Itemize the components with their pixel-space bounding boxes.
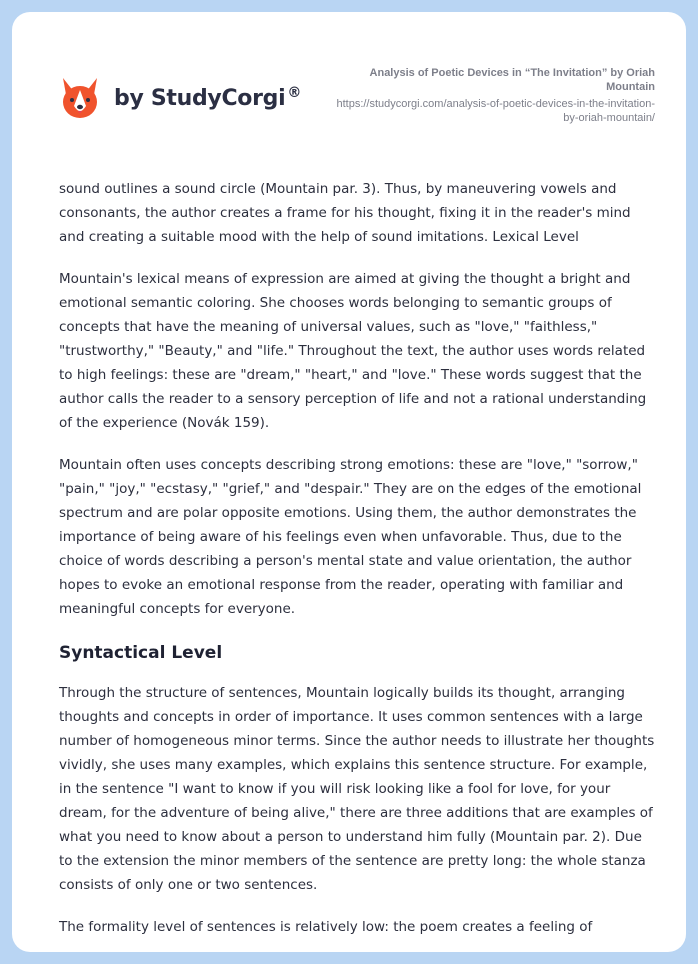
studycorgi-logo[interactable]	[60, 76, 301, 120]
document-url[interactable]: https://studycorgi.com/analysis-of-poetic-devices-in-the-invitation-by-oriah-mountain/	[336, 98, 655, 124]
brand-name: by StudyCorgi ®	[114, 85, 302, 111]
paragraph: Mountain's lexical means of expression are aimed at giving the thought a bright and emotional semantic coloring. She chooses words belonging to semantic groups of concepts that have the meaning of universal values, such as "love," "faithless," "trustworthy," "Beauty," and "life." Throughout the text, the author uses words related to high feelings: these are "dream," "heart," and "love." These words suggest that the author calls the reader to a sensory perception of life and not a rational understanding of the experience (Novák 159).	[59, 271, 647, 431]
document-page	[12, 12, 686, 952]
document-meta	[325, 66, 655, 125]
paragraph: The formality level of sentences is relatively low: the poem creates a feeling of	[59, 919, 593, 935]
document-title: Analysis of Poetic Devices in “The Invitation” by Oriah Mountain	[369, 67, 655, 93]
document-body	[59, 177, 659, 952]
corgi-icon	[60, 76, 100, 120]
paragraph: Mountain often uses concepts describing strong emotions: these are "love," "sorrow," "pain," "joy," "ecstasy," "grief," and "despair." They are on the edges of the emotional spectrum and are polar opposite emotions. Using them, the author demonstrates the importance of being aware of his feelings even when unfavorable. Thus, due to the choice of words describing a person's mental state and value orientation, the author hopes to evoke an emotional response from the reader, operating with familiar and meaningful concepts for everyone.	[59, 457, 642, 617]
paragraph: Through the structure of sentences, Mountain logically builds its thought, arranging thoughts and concepts in order of importance. It uses common sentences with a large number of homogeneous minor terms. Since the author needs to illustrate her thoughts vividly, she uses many examples, which explains this sentence structure. For example, in the sentence "I want to know if you will risk looking like a fool for love, for your dream, for the adventure of being alive," there are three additions that are examples of what you need to know about a person to understand him fully (Mountain par. 2). Due to the extension the minor members of the sentence are pretty long: the whole stanza consists of only one or two sentences.	[59, 685, 655, 893]
paragraph: sound outlines a sound circle (Mountain par. 3). Thus, by maneuvering vowels and consonants, the author creates a frame for his thought, fixing it in the reader's mind and creating a suitable mood with the help of sound imitations. Lexical Level	[59, 181, 631, 245]
section-heading: Syntactical Level	[59, 643, 223, 663]
